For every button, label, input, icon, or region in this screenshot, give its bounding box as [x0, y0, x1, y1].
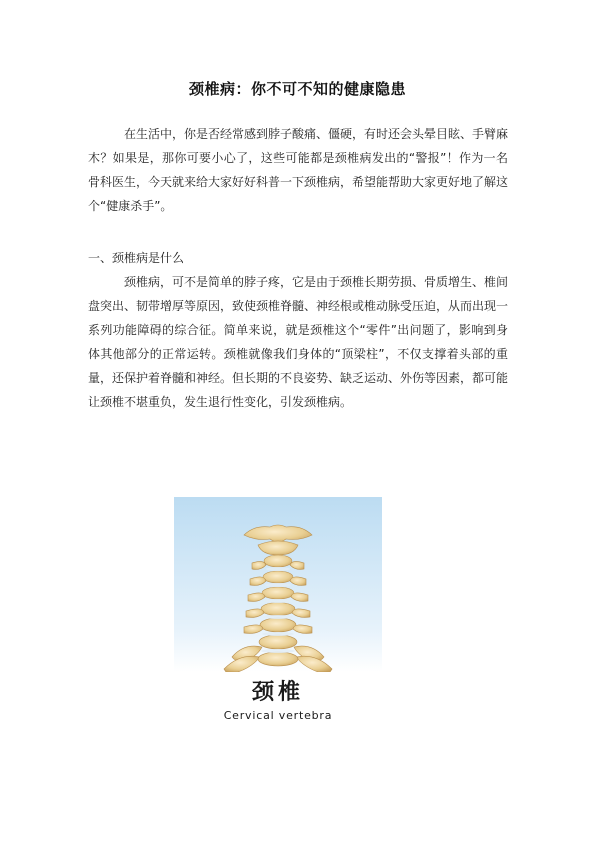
figure-caption-english: Cervical vertebra [223, 709, 333, 722]
cervical-vertebra-figure [174, 497, 382, 735]
section-heading: 一、颈椎病是什么 [88, 251, 185, 265]
intro-paragraph [88, 122, 508, 218]
article-title: 颈椎病：你不可不知的健康隐患 [188, 80, 406, 98]
section-paragraph [88, 270, 508, 414]
cervical-spine-illustration [174, 497, 382, 672]
figure-caption-chinese: 颈椎 [251, 680, 304, 705]
intro-text: 在生活中，你是否经常感到脖子酸痛、僵硬，有时还会头晕目眩、手臂麻木？如果是，那你可要小心了，这些可能都是颈椎病发出的“警报”！作为一名骨科医生，今天就来给大家好好科普一下颈椎病，希望能帮助大家更好地了解这个“健康杀手”。 [88, 127, 509, 213]
section-text: 颈椎病，可不是简单的脖子疼，它是由于颈椎长期劳损、骨质增生、椎间盘突出、韧带增厚等原因，致使颈椎脊髓、神经根或椎动脉受压迫，从而出现一系列功能障碍的综合征。简单来说，就是颈椎这个“零件”出问题了，影响到身体其他部分的正常运转。颈椎就像我们身体的“顶梁柱”，不仅支撑着头部的重量，还保护着脊髓和神经。但长期的不良姿势、缺乏运动、外伤等因素，都可能让颈椎不堪重负，发生退行性变化，引发颈椎病。 [88, 275, 509, 409]
